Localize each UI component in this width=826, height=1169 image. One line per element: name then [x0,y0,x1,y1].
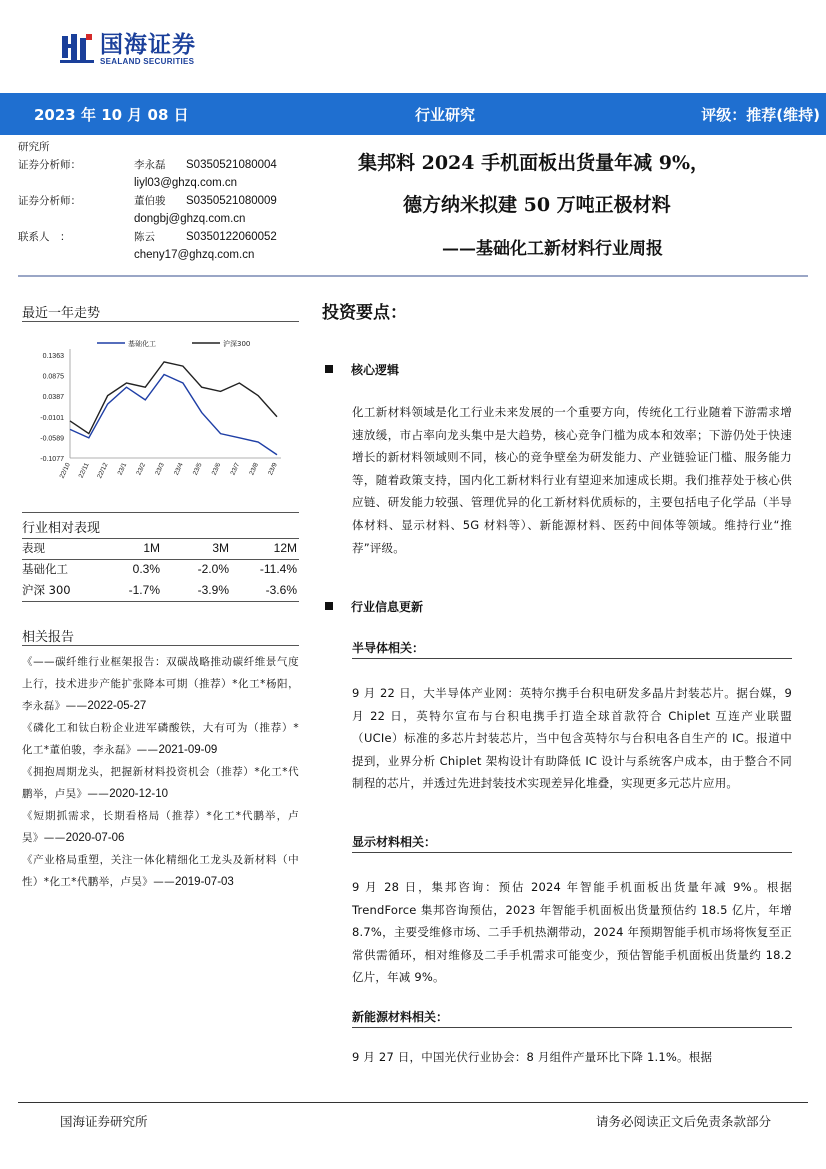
analyst-name: 董伯骏 [134,195,166,207]
report-type: 行业研究 [415,106,476,124]
chart-bottom-rule [22,512,299,513]
x-tick-label: 23/8 [248,461,260,477]
report-item[interactable] [22,651,299,717]
report-title: 《产业格局重塑，关注一体化精细化工龙头及新材料（中性）*化工*代鹏举，卢昊》—— [22,854,299,888]
x-tick-label: 23/2 [135,461,148,477]
analyst-role: 证券分析师： [18,195,81,207]
reports-heading: 相关报告 [22,630,75,645]
table-row [22,559,299,580]
report-item[interactable] [22,805,299,849]
x-tick-label: 23/6 [210,461,223,477]
report-date: 2019-07-03 [175,876,234,888]
table-cell: -11.4% [259,562,297,576]
footer-divider [18,1102,808,1103]
footer-institute: 国海证券研究所 [60,1114,148,1129]
legend-label: 基础化工 [128,340,156,348]
subsection-rule [352,658,792,659]
table-cell: 基础化工 [22,562,68,576]
y-tick-label: 0.0875 [42,373,64,381]
trend-heading: 最近一年走势 [22,306,101,321]
analyst-email[interactable]: dongbj@ghzq.com.cn [134,213,246,225]
report-date: 2023 年 10 月 08 日 [34,106,189,124]
contact-email[interactable]: cheny17@ghzq.com.cn [134,249,255,261]
subsection-rule [352,1027,792,1028]
x-tick-label: 22/10 [58,461,72,480]
series-line-2 [70,362,277,434]
section-industry-update [325,598,423,615]
trend-heading-rule [22,321,299,322]
title-line-1: 集邦料 2024 手机面板出货量年减 9%， [358,152,709,174]
footer-disclaimer: 请务必阅读正文后免责条款部分 [595,1114,771,1129]
report-date: 2021-09-09 [158,744,218,756]
paragraph-new-energy: 9 月 27 日，中国光伏行业协会：8 月组件产量环比下降 1.1%。根据 [352,1050,713,1064]
brand-name-en: SEALAND SECURITIES [100,56,195,66]
legend-label: 沪深300 [223,340,251,348]
report-title: 《磷化工和钛白粉企业进军磷酸铁，大有可为（推荐）*化工*董伯骏，李永磊》—— [22,722,299,756]
institute-label: 研究所 [18,141,50,153]
y-tick-label: -0.0101 [40,414,64,422]
x-tick-label: 23/3 [154,461,166,477]
x-tick-label: 22/11 [77,461,91,480]
related-reports [22,651,299,893]
table-cell: -1.7% [128,583,160,597]
contact-code: S0350122060052 [186,231,277,243]
table-cell: -3.9% [197,583,229,597]
header-divider [18,275,808,277]
table-cell: 沪深 300 [22,583,71,597]
section-title: 行业信息更新 [351,600,424,614]
table-row [22,580,299,601]
section-title: 核心逻辑 [351,363,400,377]
rating: 评级：推荐(维持) [701,106,820,124]
header-cell: 3M [212,541,229,555]
reports-heading-rule [22,645,299,646]
table-cell: -3.6% [265,583,297,597]
bullet-square-icon [325,365,333,373]
performance-heading: 行业相对表现 [22,521,101,536]
subsection-new-energy: 新能源材料相关： [352,1010,449,1024]
bullet-square-icon [325,602,333,610]
table-rule [22,601,299,602]
analyst-code: S0350521080004 [186,159,277,171]
company-logo [60,30,196,68]
x-tick-label: 23/7 [229,461,242,477]
section-core-logic [325,361,399,378]
y-tick-label: 0.1363 [42,353,64,360]
report-item[interactable] [22,849,299,893]
report-item[interactable] [22,717,299,761]
analyst-name: 李永磊 [134,159,166,171]
contact-name: 陈云 [134,231,155,243]
y-tick-label: -0.1077 [40,456,64,463]
paragraph-display: 9 月 28 日，集邦咨询：预估 2024 年智能手机面板出货量年减 9%。根据 TrendForce 集邦咨询预估，2023 年智能手机面板出货量预估约 18.5 亿片，年增 8.7%，主要受维修市场、二手手机热潮带动，2024 年预期智能手机市场将恢复至正常供需循环，相对维修及二手手机需求可能变少，预估智能手机面板出货量约 18.2 亿片，年减 9%。 [352,880,792,985]
brand-name-cn: 国海证券 [100,31,196,58]
sealand-logo-icon [60,32,94,66]
x-tick-label: 22/12 [96,461,110,480]
report-date: 2020-12-10 [109,788,169,800]
analyst-code: S0350521080009 [186,195,277,207]
contact-role: 联系人 ： [18,231,71,243]
header-cell: 12M [273,541,297,555]
y-tick-label: 0.0387 [42,394,64,402]
header-banner [0,93,826,135]
analyst-email[interactable]: liyl03@ghzq.com.cn [134,177,238,189]
trend-line-chart [22,333,302,493]
table-header-row [22,538,299,559]
table-cell: -2.0% [197,562,229,576]
header-cell: 1M [143,541,160,555]
x-tick-label: 23/4 [173,461,185,477]
investment-points-heading: 投资要点： [322,303,407,323]
series-line-1 [70,375,277,455]
x-tick-label: 23/9 [267,461,279,477]
x-tick-label: 23/1 [116,461,129,477]
table-cell: 0.3% [132,562,160,576]
header-cell: 表现 [22,541,45,555]
report-title: 《——碳纤维行业框架报告：双碳战略推动碳纤维景气度上行，技术进步产能扩张降本可期（推荐）*化工*杨阳，李永磊》—— [22,656,299,712]
analyst-role: 证券分析师： [18,159,81,171]
y-tick-label: -0.0589 [40,435,64,443]
report-title: 《拥抱周期龙头，把握新材料投资机会（推荐）*化工*代鹏举，卢昊》—— [22,766,299,800]
subsection-rule [352,852,792,853]
title-line-2: 德方纳米拟建 50 万吨正极材料 [403,194,671,216]
paragraph-core-logic: 化工新材料领域是化工行业未来发展的一个重要方向，传统化工行业随着下游需求增速放缓，市占率向龙头集中是大趋势，核心竞争门槛为成本和效率；下游仍处于快速增长的新材料领域则不同，核心的竞争壁垒为研发能力、产业链验证门槛、服务能力等，随着政策支持，国内化工新材料行业有望迎来加速成长期。我们推荐处于核心供应链、研发能力较强、管理优异的化工新材料优质标的，主要包括电子化学品（半导体材料、显示材料、5G 材料等）、新能源材料、医药中间体等领域。维持行业“推荐”评级。 [352,405,792,555]
paragraph-semiconductor: 9 月 22 日，大半导体产业网：英特尔携手台积电研发多晶片封装芯片。据台媒，9 月 22 日，英特尔宣布与台积电携手打造全球首款符合 Chiplet 互连产业联盟（UCIe）标准的多芯片封装芯片，当中包含英特尔与台积电各自生产的 IC。报道中提到，业界分析 Chiplet 架构设计有助降低 IC 设计与系统客户成本，由于整合不同制程的芯片，并透过先进封装技术实现差异化堆叠，实现更多元芯片应用。 [352,686,792,791]
report-date: 2022-05-27 [87,700,147,712]
title-line-3: ——基础化工新材料行业周报 [442,239,663,259]
subsection-display: 显示材料相关： [352,835,437,849]
report-title: 《短期抓需求，长期看格局（推荐）*化工*代鹏举，卢昊》—— [22,810,299,844]
performance-table [22,538,299,601]
report-item[interactable] [22,761,299,805]
report-date: 2020-07-06 [65,832,125,844]
subsection-semiconductor: 半导体相关： [352,641,425,655]
x-tick-label: 23/5 [191,461,204,477]
